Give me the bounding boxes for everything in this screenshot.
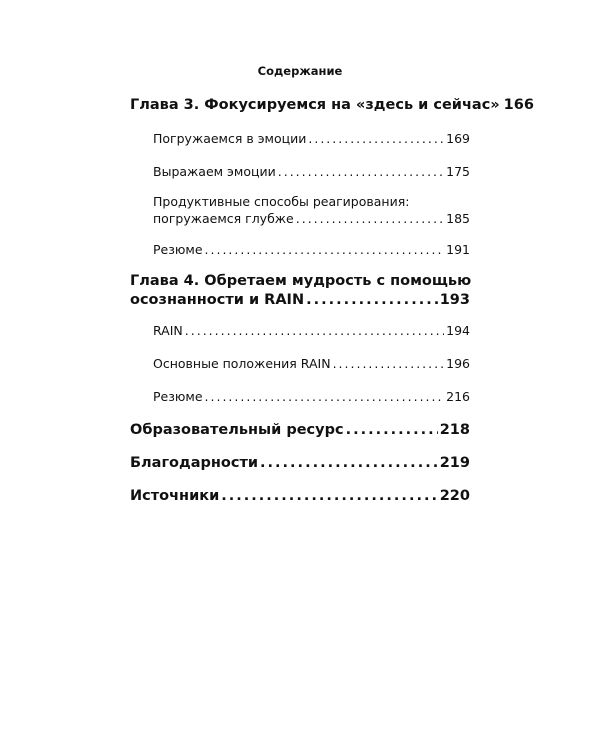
toc-leader-dots xyxy=(260,454,438,473)
toc-leader-dots xyxy=(306,291,438,310)
toc-entry-page: 175 xyxy=(446,164,470,179)
toc-entry-title-line1: Продуктивные способы реагирования: xyxy=(153,194,410,209)
toc-entry-chapter-4[interactable] xyxy=(130,272,470,310)
toc-entry-title: Благодарности xyxy=(130,455,259,471)
toc-entry-title: Глава 3. Фокусируемся на «здесь и сейчас» xyxy=(130,97,500,113)
toc-entry-title-line2: осознанности и RAIN xyxy=(130,292,305,308)
toc-entry-section[interactable] xyxy=(153,193,470,227)
toc-entry-page: 220 xyxy=(439,488,470,504)
toc-entry-title: Погружаемся в эмоции xyxy=(153,131,307,146)
page-header: Содержание xyxy=(257,64,343,78)
toc-leader-dots xyxy=(205,388,445,405)
toc-entry-section[interactable] xyxy=(153,355,470,372)
toc-entry-title: Основные положения RAIN xyxy=(153,356,331,371)
toc-leader-dots xyxy=(221,487,437,506)
toc-entry-page: 166 xyxy=(503,97,534,113)
toc-entry-title: Резюме xyxy=(153,389,203,404)
toc-entry-page: 191 xyxy=(446,242,470,257)
toc-entry-section[interactable] xyxy=(153,388,470,405)
toc-entry-page: 185 xyxy=(446,211,470,226)
toc-entry-title-line1: Глава 4. Обретаем мудрость с помощью xyxy=(130,273,472,289)
toc-leader-dots xyxy=(346,421,438,440)
toc-entry-sources[interactable] xyxy=(130,487,470,506)
toc-entry-section[interactable] xyxy=(153,241,470,258)
toc-entry-page: 218 xyxy=(439,422,470,438)
table-of-contents xyxy=(130,96,534,506)
toc-entry-section[interactable] xyxy=(153,130,470,147)
toc-leader-dots xyxy=(296,210,444,227)
toc-leader-dots xyxy=(185,322,444,339)
toc-leader-dots xyxy=(205,241,445,258)
toc-entry-page: 219 xyxy=(439,455,470,471)
toc-entry-chapter-3[interactable] xyxy=(130,96,534,115)
toc-leader-dots xyxy=(308,130,444,147)
toc-entry-page: 193 xyxy=(439,292,470,308)
toc-entry-title: Выражаем эмоции xyxy=(153,164,276,179)
toc-entry-acknowledgements[interactable] xyxy=(130,454,470,473)
toc-entry-title: Резюме xyxy=(153,242,203,257)
toc-entry-section[interactable] xyxy=(153,322,470,339)
toc-entry-title: Образовательный ресурс xyxy=(130,422,344,438)
toc-entry-section[interactable] xyxy=(153,163,470,180)
toc-entry-title: RAIN xyxy=(153,323,183,338)
toc-leader-dots xyxy=(333,355,445,372)
toc-entry-page: 169 xyxy=(446,131,470,146)
toc-entry-page: 196 xyxy=(446,356,470,371)
toc-leader-dots xyxy=(278,163,444,180)
toc-entry-page: 194 xyxy=(446,323,470,338)
toc-entry-page: 216 xyxy=(446,389,470,404)
toc-entry-title-line2: погружаемся глубже xyxy=(153,211,294,226)
toc-entry-educational-resource[interactable] xyxy=(130,421,470,440)
toc-entry-title: Источники xyxy=(130,488,220,504)
